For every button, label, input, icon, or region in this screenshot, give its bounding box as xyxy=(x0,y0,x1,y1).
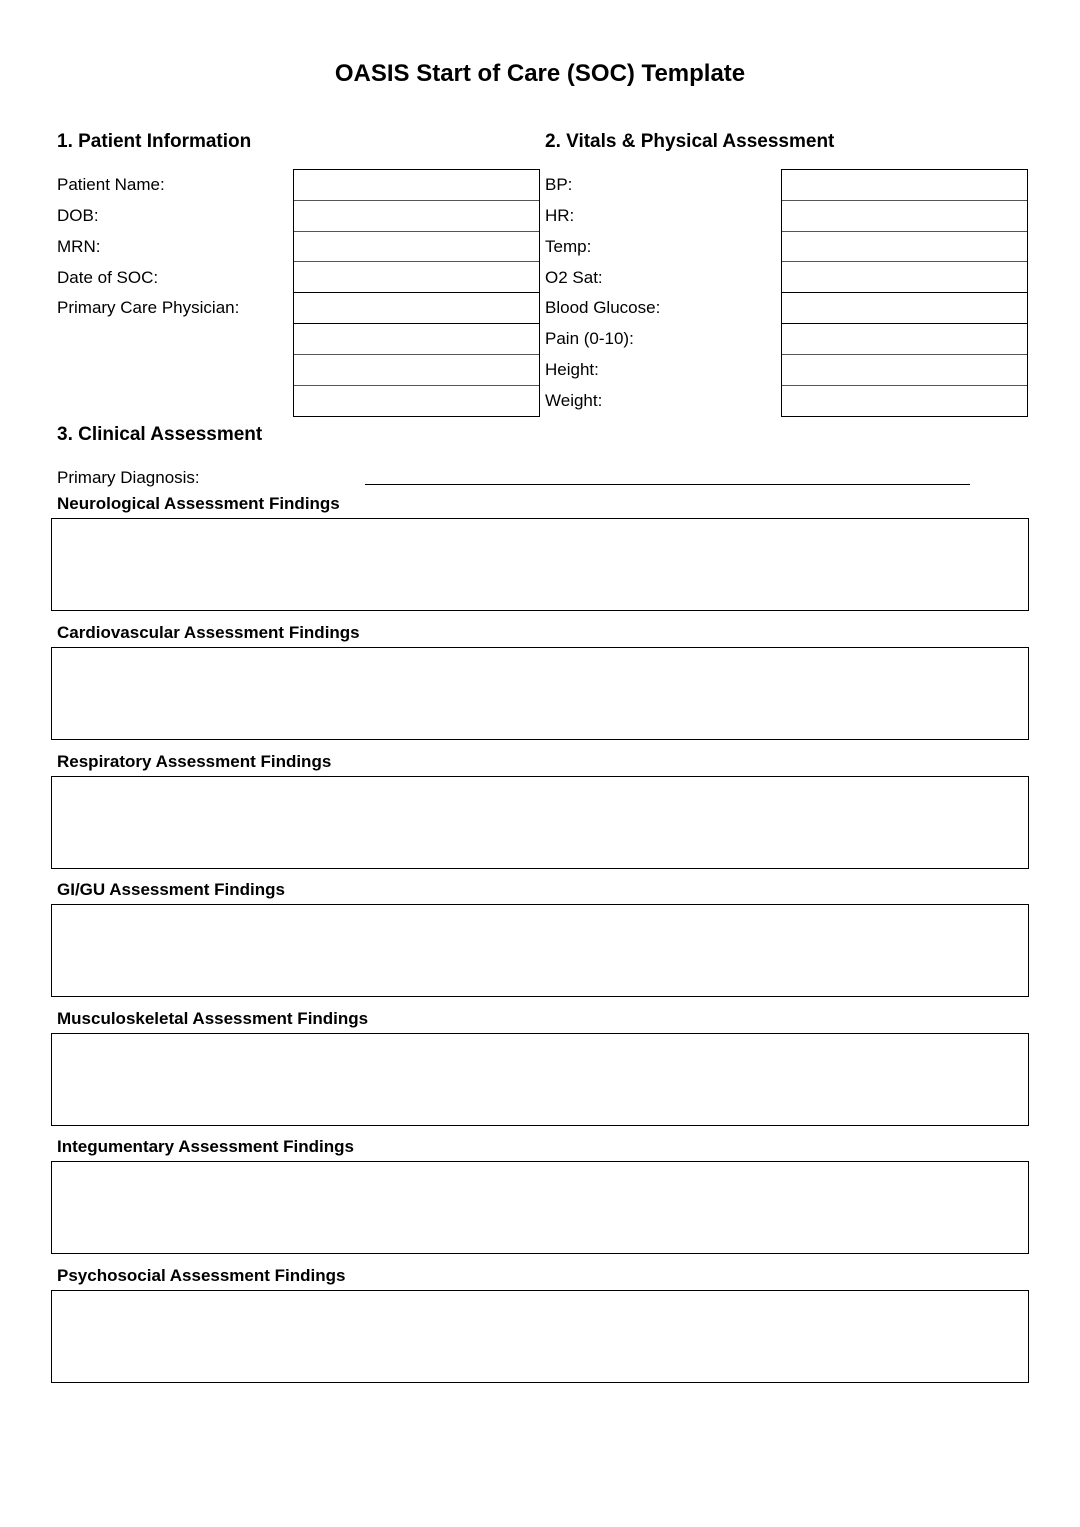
weight-label: Weight: xyxy=(545,391,603,410)
mrn-field[interactable] xyxy=(294,232,539,263)
bp-label: BP: xyxy=(545,175,573,194)
patient-info-fields xyxy=(293,169,540,417)
hr-label: HR: xyxy=(545,206,575,225)
patient-info-extra-field[interactable] xyxy=(294,386,539,417)
dob-field[interactable] xyxy=(294,201,539,232)
hr-field[interactable] xyxy=(782,201,1027,232)
gi-gu-findings-label: GI/GU Assessment Findings xyxy=(57,880,285,899)
gi-gu-findings-box[interactable] xyxy=(51,904,1029,997)
integumentary-findings-box[interactable] xyxy=(51,1161,1029,1254)
patient-info-heading: 1. Patient Information xyxy=(57,131,252,152)
height-field[interactable] xyxy=(782,355,1027,386)
temp-label: Temp: xyxy=(545,237,592,256)
integumentary-findings-label: Integumentary Assessment Findings xyxy=(57,1137,354,1156)
o2-sat-field[interactable] xyxy=(782,262,1027,293)
blood-glucose-label: Blood Glucose: xyxy=(545,298,661,317)
musculoskeletal-findings-label: Musculoskeletal Assessment Findings xyxy=(57,1009,369,1028)
respiratory-findings-label: Respiratory Assessment Findings xyxy=(57,752,332,771)
blood-glucose-field[interactable] xyxy=(782,293,1027,324)
date-of-soc-label: Date of SOC: xyxy=(57,268,159,287)
page-title: OASIS Start of Care (SOC) Template xyxy=(334,60,746,87)
patient-name-field[interactable] xyxy=(294,170,539,201)
respiratory-findings-box[interactable] xyxy=(51,776,1029,869)
musculoskeletal-findings-box[interactable] xyxy=(51,1033,1029,1126)
dob-label: DOB: xyxy=(57,206,99,225)
date-of-soc-field[interactable] xyxy=(294,262,539,293)
mrn-label: MRN: xyxy=(57,237,101,256)
cardiovascular-findings-label: Cardiovascular Assessment Findings xyxy=(57,623,360,642)
pain-field[interactable] xyxy=(782,324,1027,355)
o2-sat-label: O2 Sat: xyxy=(545,268,603,287)
height-label: Height: xyxy=(545,360,599,379)
bp-field[interactable] xyxy=(782,170,1027,201)
patient-info-extra-field[interactable] xyxy=(294,324,539,355)
neurological-findings-box[interactable] xyxy=(51,518,1029,611)
primary-care-physician-field[interactable] xyxy=(294,293,539,324)
temp-field[interactable] xyxy=(782,232,1027,263)
pain-label: Pain (0-10): xyxy=(545,329,634,348)
patient-info-extra-field[interactable] xyxy=(294,355,539,386)
vitals-heading: 2. Vitals & Physical Assessment xyxy=(545,131,835,152)
primary-care-physician-label: Primary Care Physician: xyxy=(57,298,240,317)
neurological-findings-label: Neurological Assessment Findings xyxy=(57,494,340,513)
weight-field[interactable] xyxy=(782,386,1027,417)
patient-name-label: Patient Name: xyxy=(57,175,165,194)
psychosocial-findings-box[interactable] xyxy=(51,1290,1029,1383)
clinical-heading: 3. Clinical Assessment xyxy=(57,424,263,445)
primary-diagnosis-line[interactable] xyxy=(365,484,970,485)
vitals-fields xyxy=(781,169,1028,417)
primary-diagnosis-label: Primary Diagnosis: xyxy=(57,468,200,487)
psychosocial-findings-label: Psychosocial Assessment Findings xyxy=(57,1266,346,1285)
cardiovascular-findings-box[interactable] xyxy=(51,647,1029,740)
